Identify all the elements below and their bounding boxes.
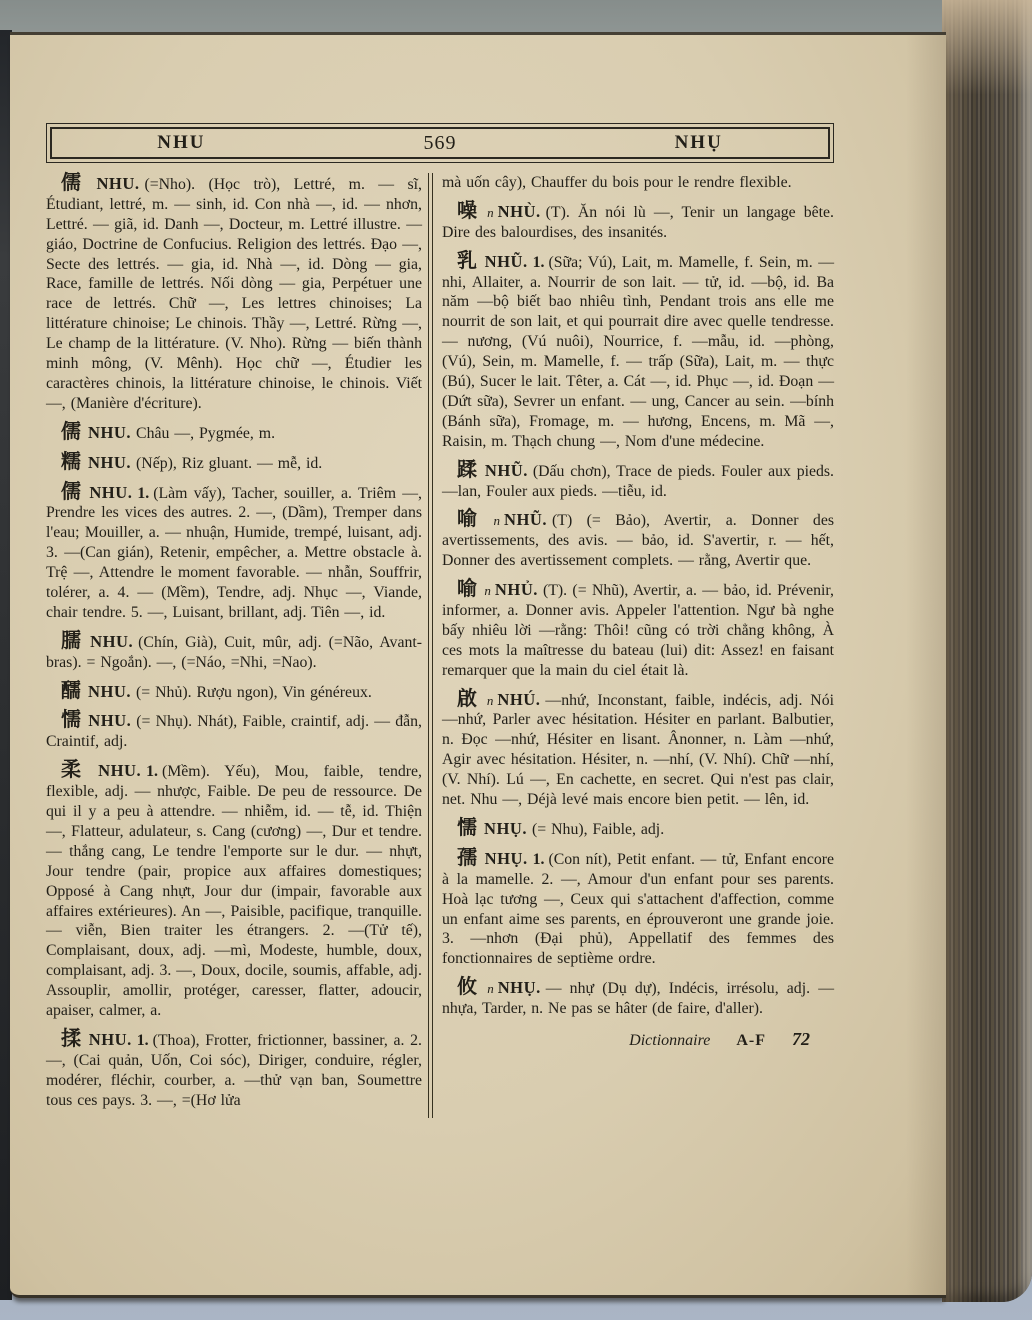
page-number: 569 xyxy=(423,131,457,154)
entry-cjk-glyph: 儒 xyxy=(61,172,90,194)
entry-cjk-glyph: 儒 xyxy=(61,420,81,443)
entry-body-text: —nhứ, Inconstant, faible, indécis, adj. Nói —nhứ, Parler avec hésitation. Hésiter en parlant. Balbutier, n. Đọc —nhứ, Hésiter en lisant. Ânonner, n. Làm —nhứ, Agir avec hésitation. Hésiter, n. —nhí, (V. Nhí). Chữ —nhí, (V. Nhí). Lú —, En cachette, en secret. Qui n'est pas clair, net. Nhu —, Déjà levé mais encore bien petit. — lên, id. xyxy=(442,691,834,809)
running-header-box xyxy=(46,123,834,163)
entry-headword: NHU. xyxy=(96,174,140,193)
entry-body-text: (Chín, Già), Cuit, mûr, adj. (=Não, Avant-bras). = Ngoắn). —, (=Náo, =Nhi, =Nao). xyxy=(46,633,423,671)
entry-body-text: (= Nhủ). Rượu ngon), Vin généreux. xyxy=(136,683,372,701)
entry-body-text: (Làm vấy), Tacher, souiller, a. Triêm —, Prendre les vices des autres. 2. —, (Dầm), Tremper dans l'eau; Mouiller, a. — nhuận, Humide, trempé, luisant, adj. 3. —(Can gián), Retenir, empêcher, a. Mettre obstacle à. Trệ —, Attendre le moment favorable. — nhẫn, Souffrir, tolérer, a. 4. — (Mềm), Tendre, adj. Nhục —, Viande, chair tendre. 5. —, Luisant, brillant, adj. Tiên —, id. xyxy=(46,484,423,621)
entry-headword: NHỦ. xyxy=(494,580,538,600)
dictionary-entry xyxy=(442,689,834,810)
entry-headword: NHU. xyxy=(89,482,133,502)
entry-headword: NHU. xyxy=(88,452,132,472)
entry-body-text: (Sữa; Vú), Lait, m. Mamelle, f. Sein, m. —nhi, Allaiter, a. Nourrir de son lait. — tử, id. —bộ, id. Ba năm —bộ biết bao nhiêu tình, Pendant trois ans elle me nourrit de son lait, et qui pourrait dire avec quelle tendresse. — nương, (Vú nuôi), Nourrice, f. —mẫu, id. —phòng, (Vú), Sein, m. Mamelle, f. — trấp (Sữa), Lait, m. — thực (Bú), Sucer le lait. Têter, a. Cát —, id. Phục —, id. Đoạn — (Dứt sữa), Sevrer un enfant. — ung, Cancer au sein. —bính (Bánh sữa), Fromage, m. — hương, Encens, m. Mã —, Raisin, m. Thạch chung —, Nom d'une médecine. xyxy=(442,253,835,450)
entry-headword: NHU. xyxy=(88,1029,132,1049)
work-title: Dictionnaire xyxy=(629,1031,711,1049)
dictionary-entry xyxy=(46,422,422,444)
dictionary-entry xyxy=(46,760,422,1021)
running-header-inner-rule xyxy=(50,127,830,159)
entry-cjk-glyph: 喻 xyxy=(457,578,478,601)
dictionary-entry xyxy=(46,681,422,703)
entry-body-text: (Nếp), Riz gluant. — mễ, id. xyxy=(136,454,323,472)
text-columns xyxy=(46,173,834,1118)
dictionary-entry xyxy=(442,251,834,452)
entry-body-text: (Thoa), Frotter, frictionner, bassiner, a. 2. —, (Cai quản, Uốn, Coi sóc), Diriger, conduire, régler, modérer, fléchir, courber, a. —thử vạn ban, Soumettre tous ces pays. 3. —, =(Hơ lửa xyxy=(46,1031,423,1109)
entry-body-text: (T). Ăn nói lù —, Tenir un langage bête. Dire des balourdises, des insanités. xyxy=(442,203,835,241)
entry-body-text: (=Nho). (Học trò), Lettré, m. — sĩ, Étudiant, lettré, m. — sinh, id. Con nhà —, id. — nhơn, Lettré. — giã, id. Danh —, Docteur, m. Lettré illustre. —giáo, Doctrine de Confucius. Religion des lettrés. Đạo —, Secte des lettrés. — gia, id. Nhà —, id. Dòng — gia, Race, famille de lettrés. Nối dòng — gia, Perpétuer une race de lettrés. Chữ —, Les lettres chinoises; La littérature chinoise; Le chinois. Thầy —, Lettré. Rừng —, Le champ de la littérature. (V. Nho). Rừng — biến thành minh mông, (V. Mênh). Học chữ —, Étudier les caractères chinois, la littérature chinoise, le chinois. Viết —, (Manière d'écriture). xyxy=(46,176,422,412)
entry-cjk-glyph: 揉 xyxy=(61,1027,82,1050)
entry-nom-marker: n xyxy=(486,692,494,708)
entry-headword: NHỤ. xyxy=(484,818,528,838)
entry-cjk-glyph: 懦 xyxy=(457,816,477,839)
entry-body-text: — nhự (Dụ dự), Indécis, irrésolu, adj. — nhựa, Tarder, n. Ne pas se hâter (de faire, d'aller). xyxy=(442,980,834,1018)
entry-cjk-glyph: 噪 xyxy=(457,199,481,222)
entry-nom-marker: n xyxy=(487,204,494,220)
entry-cjk-glyph: 蹂 xyxy=(457,458,478,481)
entry-body-text: mà uốn cây), Chauffer du bois pour le rendre flexible. xyxy=(442,174,792,191)
entry-cjk-glyph: 臑 xyxy=(61,629,84,652)
entry-headword: NHU. xyxy=(88,711,132,731)
book-page-edges xyxy=(942,0,1032,1302)
dictionary-entry xyxy=(442,818,834,840)
dictionary-entry xyxy=(46,173,422,414)
entry-nom-marker: n xyxy=(493,513,500,529)
entry-headword: NHỤ. xyxy=(484,848,528,868)
dictionary-entry xyxy=(46,710,422,752)
dictionary-entry xyxy=(46,1029,422,1111)
dictionary-entry xyxy=(442,509,834,571)
entry-sense-number: 1. xyxy=(146,763,158,781)
dictionary-entry xyxy=(46,452,422,474)
sheet-signature: 72 xyxy=(792,1028,810,1049)
running-head-left: NHU xyxy=(157,132,206,153)
entry-cjk-glyph: 醹 xyxy=(61,679,81,702)
dictionary-entry xyxy=(442,977,834,1019)
entry-sense-number: 1. xyxy=(532,253,545,271)
entry-cjk-glyph: 儒 xyxy=(61,480,83,503)
entry-headword: NHU. xyxy=(88,422,132,442)
entry-body-text: (= Nhu), Faible, adj. xyxy=(532,820,665,838)
dictionary-entry xyxy=(442,201,834,243)
entry-headword: NHŨ. xyxy=(484,460,528,480)
column-left xyxy=(46,173,422,1118)
entry-continuation xyxy=(442,173,834,193)
entry-body-text: (T) (= Bảo), Avertir, a. Donner des avertissements, des avis. — bảo, id. S'avertir, r. — hết, Donner des avertissement complets. — rằng, Avertir que. xyxy=(442,512,834,570)
column-right xyxy=(433,173,834,1118)
entry-nom-marker: n xyxy=(487,981,494,997)
dictionary-page xyxy=(10,32,946,1298)
entry-headword: NHÙ. xyxy=(497,201,541,221)
entry-sense-number: 1. xyxy=(532,850,545,868)
entry-body-text: (= Nhụ). Nhát), Faible, craintif, adj. — đẫn, Craintif, adj. xyxy=(46,713,422,751)
entry-body-text: (Dấu chơn), Trace de pieds. Fouler aux pieds. —lan, Fouler aux pieds. —tiễu, id. xyxy=(442,462,835,500)
volume-label: A-F xyxy=(736,1031,766,1049)
running-head-right: NHỤ xyxy=(674,132,723,153)
entry-body-text: Châu —, Pygmée, m. xyxy=(136,424,276,442)
entry-body-text: (Mềm). Yếu), Mou, faible, tendre, flexible, adj. — nhược, Faible. De peu de ressource. De qui il y a peu à attendre. — nhiễm, id. — tễ, id. Thiện —, Flatteur, adulateur, s. Cang (cương) —, Dur et tendre. — thắng cang, Le tendre l'emporte sur le dur. — nhựt, Jour tendre (pair, propice aux affaires domestiques; Opposé à Cang nhựt, Jour dur (impair, favorable aux affaires extérieures). An —, Paisible, pacifique, tranquille. — viễn, Bien traiter les étrangers. 2. —(Tử tế), Complaisant, doux, adj. —mì, Modeste, humble, doux, complaisant, adj. 3. —, Doux, docile, soumis, affable, adj. Assouplir, amollir, protéger, caresser, flatter, adoucir, apaiser, calmer, a. xyxy=(46,763,422,1019)
entry-body-text: (T). (= Nhũ), Avertir, a. — bảo, id. Prévenir, informer, a. Donner avis. Appeler l'attention. Ngư bà nghe bấy nhiêu lời —rằng: Thôi! cũng có trời chẳng không, À ces mots la maîtresse du bateau (lui) dit: Assez! en faisant remarquer que la main du ciel était là. xyxy=(442,582,835,679)
entry-headword: NHŨ. xyxy=(504,510,548,530)
entry-cjk-glyph: 柔 xyxy=(61,759,92,782)
entry-cjk-glyph: 攸 xyxy=(457,976,481,999)
dictionary-entry xyxy=(46,482,422,623)
entry-headword: NHÚ. xyxy=(497,689,541,709)
printed-area xyxy=(46,123,834,1118)
entry-nom-marker: n xyxy=(484,583,491,599)
dictionary-entry xyxy=(442,460,834,502)
entry-cjk-glyph: 乳 xyxy=(457,249,478,272)
entry-cjk-glyph: 孺 xyxy=(457,846,478,869)
entry-headword: NHU. xyxy=(88,681,132,701)
entry-cjk-glyph: 糯 xyxy=(61,450,81,473)
entry-cjk-glyph: 懦 xyxy=(61,709,82,732)
entry-headword: NHỤ. xyxy=(497,978,541,998)
entry-cjk-glyph: 啟 xyxy=(457,687,480,710)
entry-sense-number: 1. xyxy=(136,1031,149,1049)
column-right-entries xyxy=(442,173,834,1019)
entry-headword: NHU. xyxy=(98,761,142,781)
dictionary-entry xyxy=(442,848,834,969)
dictionary-entry xyxy=(442,579,834,680)
dictionary-entry xyxy=(46,631,422,673)
entry-headword: NHU. xyxy=(90,631,134,651)
entry-sense-number: 1. xyxy=(137,484,150,502)
entry-cjk-glyph: 喻 xyxy=(457,508,487,531)
signature-line xyxy=(442,1029,810,1050)
entry-body-text: (Con nít), Petit enfant. — tử, Enfant encore à la mamelle. 2. —, Amour d'un enfant pour ses parents. Hoà lạc tương —, Ceux qui s'attachent d'affection, comme un enfant aime ses parents, en éprouveront une grande joie. 3. —nhơn (Đại phủ), Appellatif des femmes des fonctionnaires de septième ordre. xyxy=(442,850,835,968)
entry-headword: NHŨ. xyxy=(484,251,528,271)
